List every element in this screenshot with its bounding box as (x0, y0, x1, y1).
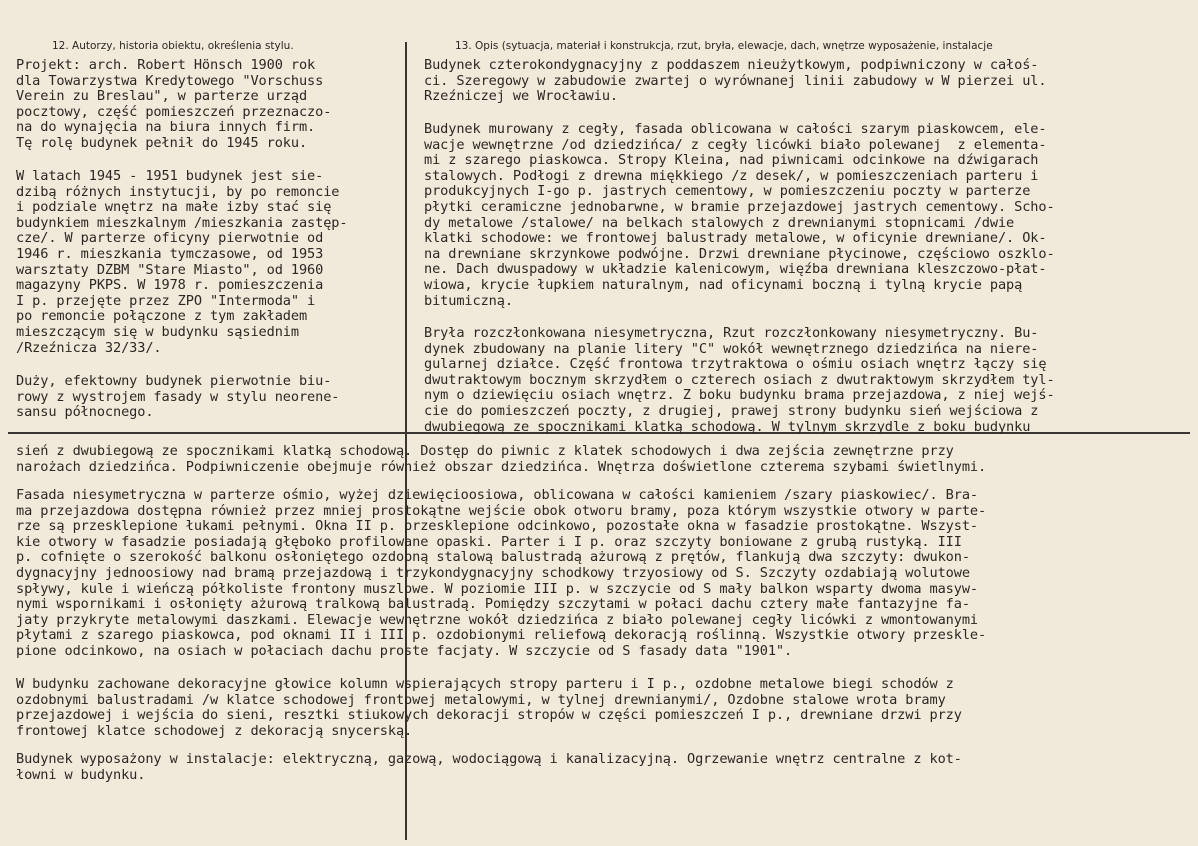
right-paragraph-general: Budynek czterokondygnacyjny z poddaszem nieużytkowym, podpiwniczony w całoś- ci. Szeregowy w zabudowie zwartej o wyrównanej linii zabudowy w W pierzei ul. Rzeźniczej we Wrocławiu. (424, 57, 1047, 105)
bottom-paragraph-staircase: sień z dwubiegową ze spocznikami klatką schodową. Dostęp do piwnic z klatek schodowych i dwa zejścia zewnętrzne przy narożach dziedzińca. Podpiwniczenie obejmuje również obszar dziedzińca. Wnętrza doświetlone czterema szybami świetlnymi. (16, 443, 987, 475)
bottom-paragraph-facade: Fasada niesymetryczna w parterze ośmio, wyżej dziewięcioosiowa, oblicowana w całości kamieniem /szary piaskowiec/. Bra- ma przejazdowa dostępna również przez mniej prostokątne wejście obok otworu bramy, poza którym wszystkie otwory w parte- rze są przesklepione łukami pełnymi. Okna II p. przesklepione odcinkowo, pozostałe okna w fasadzie prostokątne. Wszyst- kie otwory w fasadzie posiadają głęboko profilowane opaski. Parter i I p. oraz szczyty boniowane z grubą rustyką. III p. cofnięte o szerokość balkonu osłoniętego ozdobną stalową balustradą ażurową z prętów, flankują dwa szczyty: dwukon- dygnacyjny jednoosiowy nad bramą przejazdową i trzykondygnacyjny schodkowy trzyosiowy od S. Szczyty ozdabiają wolutowe spływy, kule i wieńczą półkoliste frontony muszlowe. W poziomie III p. w szczycie od S mały balkon wsparty dwoma masyw- nymi wspornikami i osłonięty ażurową tralkową balustradą. Pomiędzy szczytami w połaci dachu cztery małe fantazyjne fa- jaty przykryte metalowymi daszkami. Elewacje wewnętrzne wokół dziedzińca z biało polewanej cegły licówki z wmontowanymi płytami z szarego piaskowca, pod oknami II i III p. ozdobionymi reliefową dekoracją roślinną. Wszystkie otwory przeskle- pione odcinkowo, na osiach w połaciach dachu proste facjaty. W szczycie od S fasady data "1901". (16, 487, 987, 659)
right-paragraph-layout: Bryła rozczłonkowana niesymetryczna, Rzut rozczłonkowany niesymetryczny. Bu- dynek zbudowany na planie litery "C" wokół wewnętrznego dziedzińca na niere- gularnej działce. Część frontowa trzytraktowa o ośmiu osiach wnętrz łączy się dwutraktowym bocznym skrzydłem o czterech osiach z dwutraktowym skrzydłem tyl- nym o dziewięciu osiach wnętrz. Z boku budynku brama przejazdowa, z niej wejś- cie do pomieszczeń poczty, z drugiej, prawej strony budynku sień wejściowa z dwubiegową ze spocznikami klatką schodową. W tylnym skrzydle z boku budynku (424, 325, 1055, 435)
left-paragraph-style: Duży, efektowny budynek pierwotnie biu- rowy z wystrojem fasady w stylu neorene- sansu północnego. (16, 373, 340, 421)
bottom-paragraph-installations: Budynek wyposażony w instalacje: elektryczną, gazową, wodociągową i kanalizacyjną. Ogrzewanie wnętrz centralne z kot- łowni w budynku. (16, 751, 962, 783)
left-paragraph-project: Projekt: arch. Robert Hönsch 1900 rok dla Towarzystwa Kredytowego "Vorschuss Verein zu Breslau", w parterze urząd pocztowy, część pomieszczeń przeznaczo- na do wynajęcia na biura innych firm. Tę rolę budynek pełnił do 1945 roku. (16, 57, 332, 151)
right-paragraph-construction: Budynek murowany z cegły, fasada oblicowana w całości szarym piaskowcem, ele- wacje wewnętrzne /od dziedzińca/ z cegły licówki biało polewanej z elementa- mi z szarego piaskowca. Stropy Kleina, nad piwnicami odcinkowe na dźwigarach stalowych. Podłogi z drewna miękkiego /z desek/, w pomieszczeniach parteru i produkcyjnych I-go p. jastrych cementowy, w pomieszczeniu poczty w parterze płytki ceramiczne jednobarwne, w bramie przejazdowej jastrych cementowy. Scho- dy metalowe /stalowe/ na belkach stalowych z drewnianymi stopnicami /dwie klatki schodowe: we frontowej balustrady metalowe, w oficynie drewniane/. Ok- na drewniane skrzynkowe podwójne. Drzwi drewniane płycinowe, częściowo oszklo- ne. Dach dwuspadowy w układzie kalenicowym, więźba drewniana kleszczowo-płat- wiowa, krycie łupkiem naturalnym, nad oficynami boczną i tylną krycie papą bitumiczną. (424, 121, 1055, 309)
header-authors-history: 12. Autorzy, historia obiektu, określenia stylu. (52, 40, 294, 52)
bottom-paragraph-interior: W budynku zachowane dekoracyjne głowice kolumn wspierających stropy parteru i I p., ozdobne metalowe biegi schodów z ozdobnymi balustradami /w klatce schodowej frontowej metalowymi, w tylnej drewnianymi/, Ozdobne stalowe wrota bramy przejazdowej i wejścia do sieni, resztki stiukowych dekoracji stropów w części pomieszczeń I p., drewniane drzwi przy frontowej klatce schodowej z dekoracją snycerską. (16, 676, 962, 739)
left-paragraph-history: W latach 1945 - 1951 budynek jest sie- dzibą różnych instytucji, by po remoncie i podziale wnętrz na małe izby stać się budynkiem mieszkalnym /mieszkania zastęp- cze/. W parterze oficyny pierwotnie od 1946 r. mieszkania tymczasowe, od 1953 warsztaty DZBM "Stare Miasto", od 1960 magazyny PKPS. W 1978 r. pomieszczenia I p. przejęte przez ZPO "Intermoda" i po remoncie połączone z tym zakładem mieszczącym się w budynku sąsiednim /Rzeźnicza 32/33/. (16, 168, 348, 356)
header-description: 13. Opis (sytuacja, materiał i konstrukcja, rzut, bryła, elewacje, dach, wnętrze wyposażenie, instalacje (455, 40, 993, 52)
